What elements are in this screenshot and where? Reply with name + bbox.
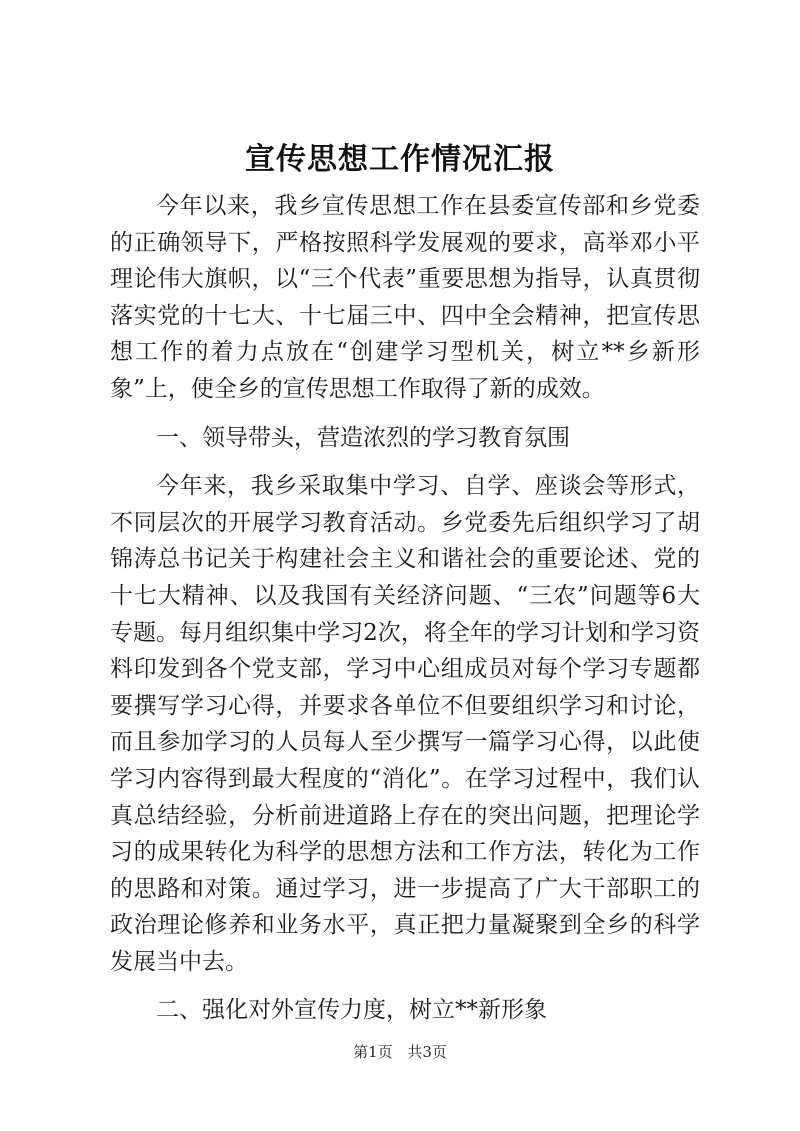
document-body xyxy=(110,188,700,1041)
page-total: 共3页 xyxy=(407,1043,447,1061)
document-title: 宣传思想工作情况汇报 xyxy=(245,142,555,177)
page-footer xyxy=(0,1042,800,1062)
section-1-paragraph: 今年来，我乡采取集中学习、自学、座谈会等形式，不同层次的开展学习教育活动。乡党委先后组织学习了胡锦涛总书记关于构建社会主义和谐社会的重要论述、党的十七大精神、以及我国有关经济问题、“三农”问题等6大专题。每月组织集中学习2次，将全年的学习计划和学习资料印发到各个党支部，学习中心组成员对每个学习专题都要撰写学习心得，并要求各单位不但要组织学习和讨论，而且参加学习的人员每人至少撰写一篇学习心得，以此使学习内容得到最大程度的“消化”。在学习过程中，我们认真总结经验，分析前进道路上存在的突出问题，把理论学习的成果转化为科学的思想方法和工作方法，转化为工作的思路和对策。通过学习，进一步提高了广大干部职工的政治理论修养和业务水平，真正把力量凝聚到全乡的科学发展当中去。 xyxy=(110,473,700,975)
intro-paragraph: 今年以来，我乡宣传思想工作在县委宣传部和乡党委的正确领导下，严格按照科学发展观的要求，高举邓小平理论伟大旗帜，以“三个代表”重要思想为指导，认真贯彻落实党的十七大、十七届三中、四中全会精神，把宣传思想工作的着力点放在“创建学习型机关，树立**乡新形象”上，使全乡的宣传思想工作取得了新的成效。 xyxy=(110,193,700,402)
section-heading-1: 一、领导带头，营造浓烈的学习教育氛围 xyxy=(156,424,570,451)
section-heading-2: 二、强化对外宣传力度，树立**新形象 xyxy=(156,997,547,1024)
page-number: 第1页 xyxy=(353,1043,393,1061)
